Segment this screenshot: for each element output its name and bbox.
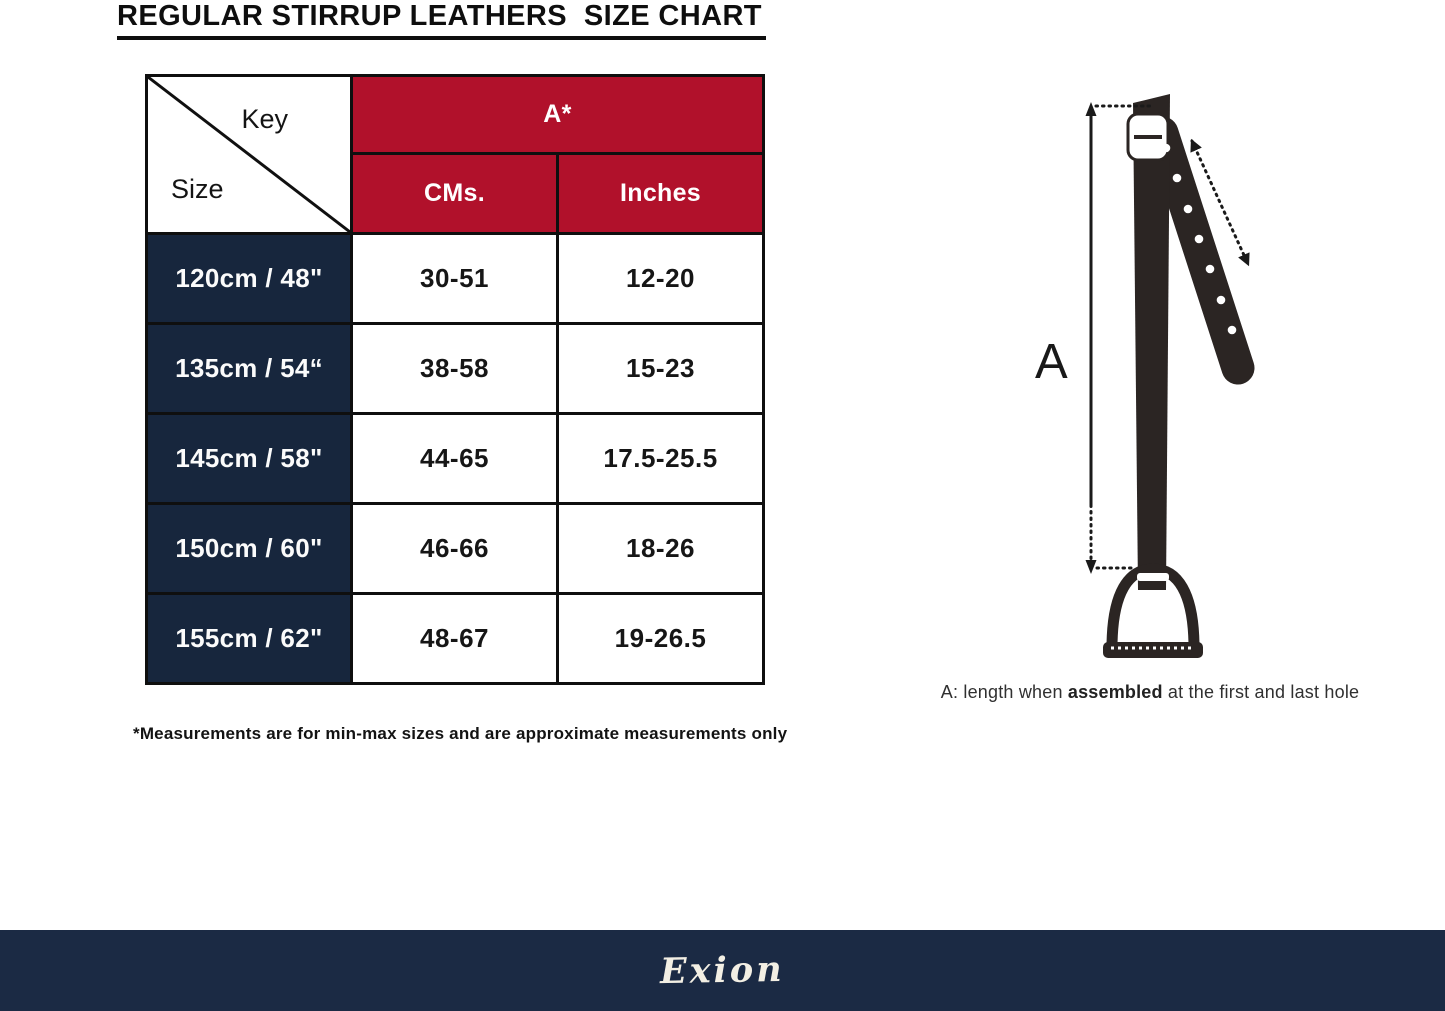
measurements-footnote: *Measurements are for min-max sizes and are approximate measurements only [133,724,788,743]
inches-cell: 18-26 [558,504,764,594]
table-row [147,504,764,594]
table-row [147,324,764,414]
size-cell: 155cm / 62" [147,594,352,684]
vertical-strap-illustration [1133,94,1170,590]
cms-cell: 44-65 [352,414,558,504]
diagonal-divider [148,77,350,232]
inches-cell: 17.5-25.5 [558,414,764,504]
table-row [147,234,764,324]
inches-cell: 15-23 [558,324,764,414]
cms-cell: 38-58 [352,324,558,414]
stirrup-leather-diagram [1015,85,1285,670]
page-title: REGULAR STIRRUP LEATHERS SIZE CHART [117,1,766,40]
table-row [147,414,764,504]
size-table [145,74,765,685]
corner-cell [147,76,352,234]
size-cell: 135cm / 54“ [147,324,352,414]
size-cell: 150cm / 60" [147,504,352,594]
cms-cell: 30-51 [352,234,558,324]
corner-label-key: Key [241,104,288,134]
cms-cell: 46-66 [352,504,558,594]
table-row [147,594,764,684]
col-header-inches: Inches [558,154,764,234]
size-cell: 145cm / 58" [147,414,352,504]
buckle-illustration [1128,114,1168,160]
footer-bar [0,930,1445,1011]
caption-bold-word: assembled [1067,682,1163,702]
inches-cell: 19-26.5 [558,594,764,684]
group-header-a: A* [352,76,764,154]
corner-label-size: Size [171,174,224,204]
caption-prefix: A: length when [940,682,1068,702]
col-header-cms: CMs. [352,154,558,234]
diagram-caption [880,682,1420,703]
angled-strap-illustration [1162,133,1238,368]
measurement-label-a: A [1035,335,1068,389]
exion-brand-logo: Exion [659,948,786,993]
size-cell: 120cm / 48" [147,234,352,324]
cms-cell: 48-67 [352,594,558,684]
caption-suffix: at the first and last hole [1162,682,1360,702]
inches-cell: 12-20 [558,234,764,324]
